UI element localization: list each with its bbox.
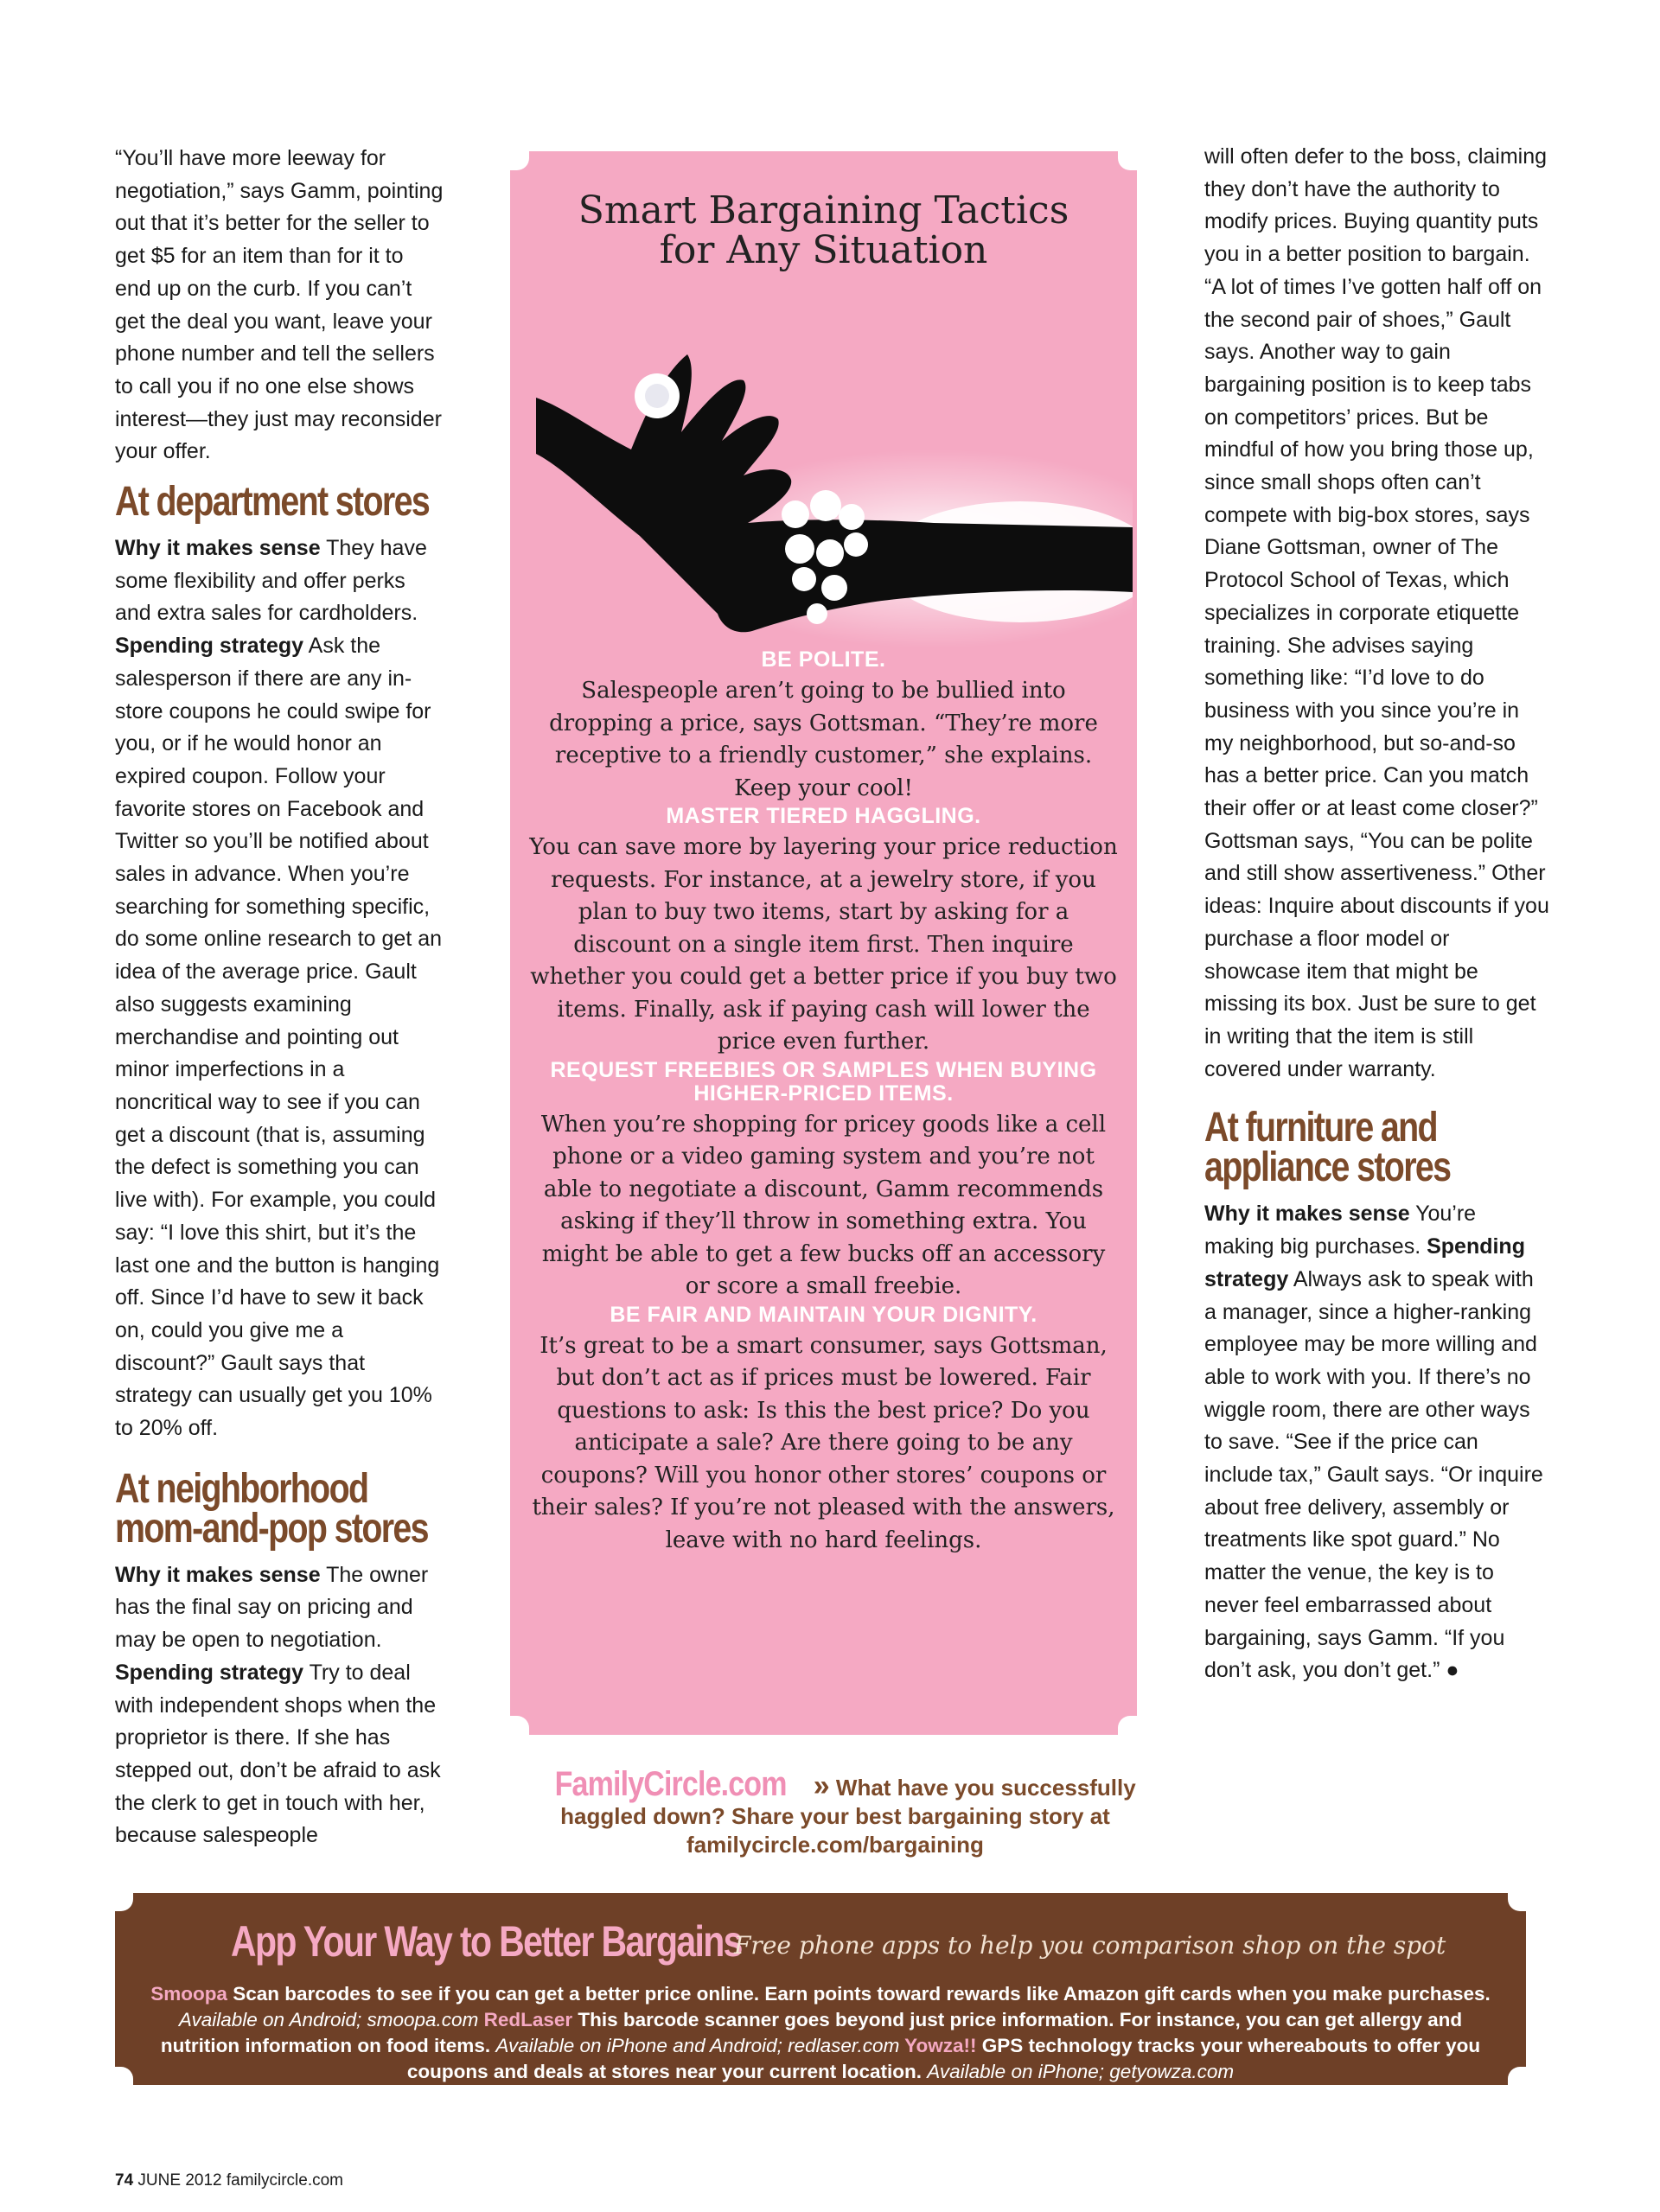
strategy-text: Always ask to speak with a manager, since a higher-ranking employee may be more willing and able to work with you. If there’s no wiggle room, there are other ways to save. “See if the price can include tax,” Gault says. “Or inquire about free delivery, assembly or treatments like spot guard.” No matter the venue, the key is to never feel embarrassed about bargaining, says Gamm. “If you don’t ask, you don’t get.” [1204,1266,1543,1683]
banner-subtitle: Free phone apps to help you comparison shop on the spot [734,1931,1446,1960]
tip-heading: BE POLITE. [761,647,886,672]
app-availability: Available on iPhone and Android; redlaser.com [495,2035,900,2056]
strategy-label: Spending strategy [1204,1234,1525,1291]
banner-title: App Your Way to Better Bargains [231,1917,742,1966]
strategy-text: Try to deal with independent shops when the proprietor is there. If she has stepped out, don’t be afraid to ask the clerk to get in touch with her, because salespeople [115,1660,441,1848]
tip-body: You can save more by layering your price reduction requests. For instance, at a jewelry store, if you plan to buy two items, start by asking for a discount on a single item first. Then inquire whether you could get a better price if you buy two items. Finally, ask if paying cash will lower the price even further. [529,834,1118,1055]
app-name-yowza: Yowza!! [904,2035,977,2056]
app-availability: Available on iPhone; getyowza.com [927,2061,1235,2082]
corner-notch [1508,2067,1527,2086]
footer-site: familycircle.com [226,2171,343,2190]
strategy-text: Ask the salesperson if there are any in-store coupons he could swipe for you, or if he would honor an expired coupon. Follow your favorite stores on Facebook and Twitter so you’ll be notified about sales in advance. When you’re searching for something specific, do some online research to get an idea of the average price. Gault also suggests examining merchandise and pointing out minor imperfections in a noncritical way to see if you can get a discount (that is, assuming the defect is something you can live with). For example, you could say: “I love this shirt, but it’s the last one and the button is hanging off. Since I’d have to sew it back on, could you give me a discount?” Gault says that strategy can usually get you 10% to 20% off. [115,634,443,1441]
why-label: Why it makes sense [115,536,321,561]
end-mark-icon: ● [1446,1658,1459,1683]
why-text: You’re making big purchases. [1204,1202,1477,1259]
tip-item [527,1059,1120,1304]
sidebar-title: Smart Bargaining Tactics for Any Situation [578,188,1069,272]
why-text: The owner has the final say on pricing and may be open to negotiation. [115,1562,429,1653]
tip-item [527,648,1120,805]
tip-item [527,805,1120,1059]
ring-diamond [645,384,669,408]
app-name-redlaser: RedLaser [483,2009,573,2030]
strategy-label: Spending strategy [115,1660,304,1685]
issue-date: JUNE 2012 [133,2171,227,2190]
tip-heading: MASTER TIERED HAGGLING. [666,804,981,828]
website-promo [524,1765,1146,1859]
corner-notch [508,1716,529,1737]
corner-notch [1118,1716,1139,1737]
why-text: They have some flexibility and offer perks and extra sales for cardholders. [115,536,427,626]
why-label: Why it makes sense [1204,1202,1410,1227]
corner-notch [508,150,529,170]
tip-body: Salespeople aren’t going to be bullied into dropping a price, says Gottsman. “They’re more receptive to a friendly customer,” she explains. Keep your cool! [549,678,1098,801]
double-arrow-icon: » [813,1769,830,1802]
tip-body: It’s great to be a smart consumer, says Gottsman, but don’t act as if prices must be lowered. Fair questions to ask: Is this the best price? Do you anticipate a sale? Are there going to be any coupons? Will you honor other stores’ coupons or their sales? If you’re not pleased with the answers, leave with no hard feelings. [532,1332,1115,1553]
left-column [115,143,444,1852]
tip-body: When you’re shopping for pricey goods like a cell phone or a video gaming system and you’re not able to negotiate a discount, Gamm recommends asking if they’ll throw in something extra. You might be able to get a few bucks off an accessory or score a small freebie. [540,1111,1107,1299]
app-desc: Scan barcodes to see if you can get a better price online. Earn points toward rewards like Amazon gift cards when you make purchases. [227,1983,1491,2005]
section-heading-neighborhood-stores: At neighborhood mom-and-pop stores [115,1465,428,1552]
strategy-label: Spending strategy [115,634,304,659]
tip-heading: BE FAIR AND MAINTAIN YOUR DIGNITY. [610,1302,1038,1327]
section-heading-department-stores: At department stores [115,479,430,526]
tactics-sidebar [510,151,1137,1735]
tip-item [527,1304,1120,1558]
furniture-stores-paragraph [1204,1198,1550,1687]
neighborhood-stores-paragraph [115,1559,444,1852]
page-footer [115,2171,343,2190]
promo-text: What have you successfully haggled down? Share your best bargaining story at [560,1775,1136,1829]
corner-notch [114,2067,133,2086]
corner-notch [1508,1892,1527,1911]
corner-notch [114,1892,133,1911]
app-desc: GPS technology tracks your whereabouts to offer you coupons and deals at stores near your current location. [406,2035,1481,2082]
intro-paragraph: “You’ll have more leeway for negotiation,” says Gamm, pointing out that it’s better for the seller to get $5 for an item than for it to end up on the curb. If you can’t get the deal you want, leave your phone number and tell the sellers to call you if no one else shows interest—they just may reconsider your offer. [115,146,444,464]
tip-heading: REQUEST FREEBIES OR SAMPLES WHEN BUYING HIGHER-PRICED ITEMS. [550,1057,1097,1106]
right-column [1204,141,1550,1687]
app-availability: Available on Android; smoopa.com [178,2009,479,2030]
tips-list [527,648,1120,1557]
page-number: 74 [115,2171,134,2190]
app-desc: This barcode scanner goes beyond just price information. For instance, you can get allergy and nutrition information on food items. [160,2009,1463,2056]
promo-link[interactable]: familycircle.com/bargaining [686,1832,984,1858]
apps-description [150,1981,1491,2085]
why-label: Why it makes sense [115,1562,321,1587]
section-heading-furniture-stores: At furniture and appliance stores [1204,1105,1451,1191]
app-name-smoopa: Smoopa [150,1983,227,2005]
corner-notch [1118,150,1139,170]
apps-banner [115,1893,1526,2085]
department-stores-paragraph [115,532,444,1445]
continued-paragraph: will often defer to the boss, claiming they don’t have the authority to modify prices. Buying quantity puts you in a better position to bargain. “A lot of times I’ve gotten half off on the second pair of shoes,” Gault says. Another way to gain bargaining position is to keep tabs on competitors’ prices. But be mindful of how you bring those up, since small shops often can’t compete with big-box stores, says Diane Gottsman, owner of The Protocol School of Texas, which specializes in corporate etiquette training. She advises saying something like: “I’d love to do business with you since you’re in my neighborhood, but so-and-so has a better price. Can you match their offer or at least come closer?” Gottsman says, “You can be polite and still show assertiveness.” Other ideas: Inquire about discounts if you purchase a floor model or showcase item that might be missing its box. Just be sure to get in writing that the item is still covered under warranty. [1204,144,1549,1081]
familycircle-logo: FamilyCircle.com [554,1765,787,1803]
